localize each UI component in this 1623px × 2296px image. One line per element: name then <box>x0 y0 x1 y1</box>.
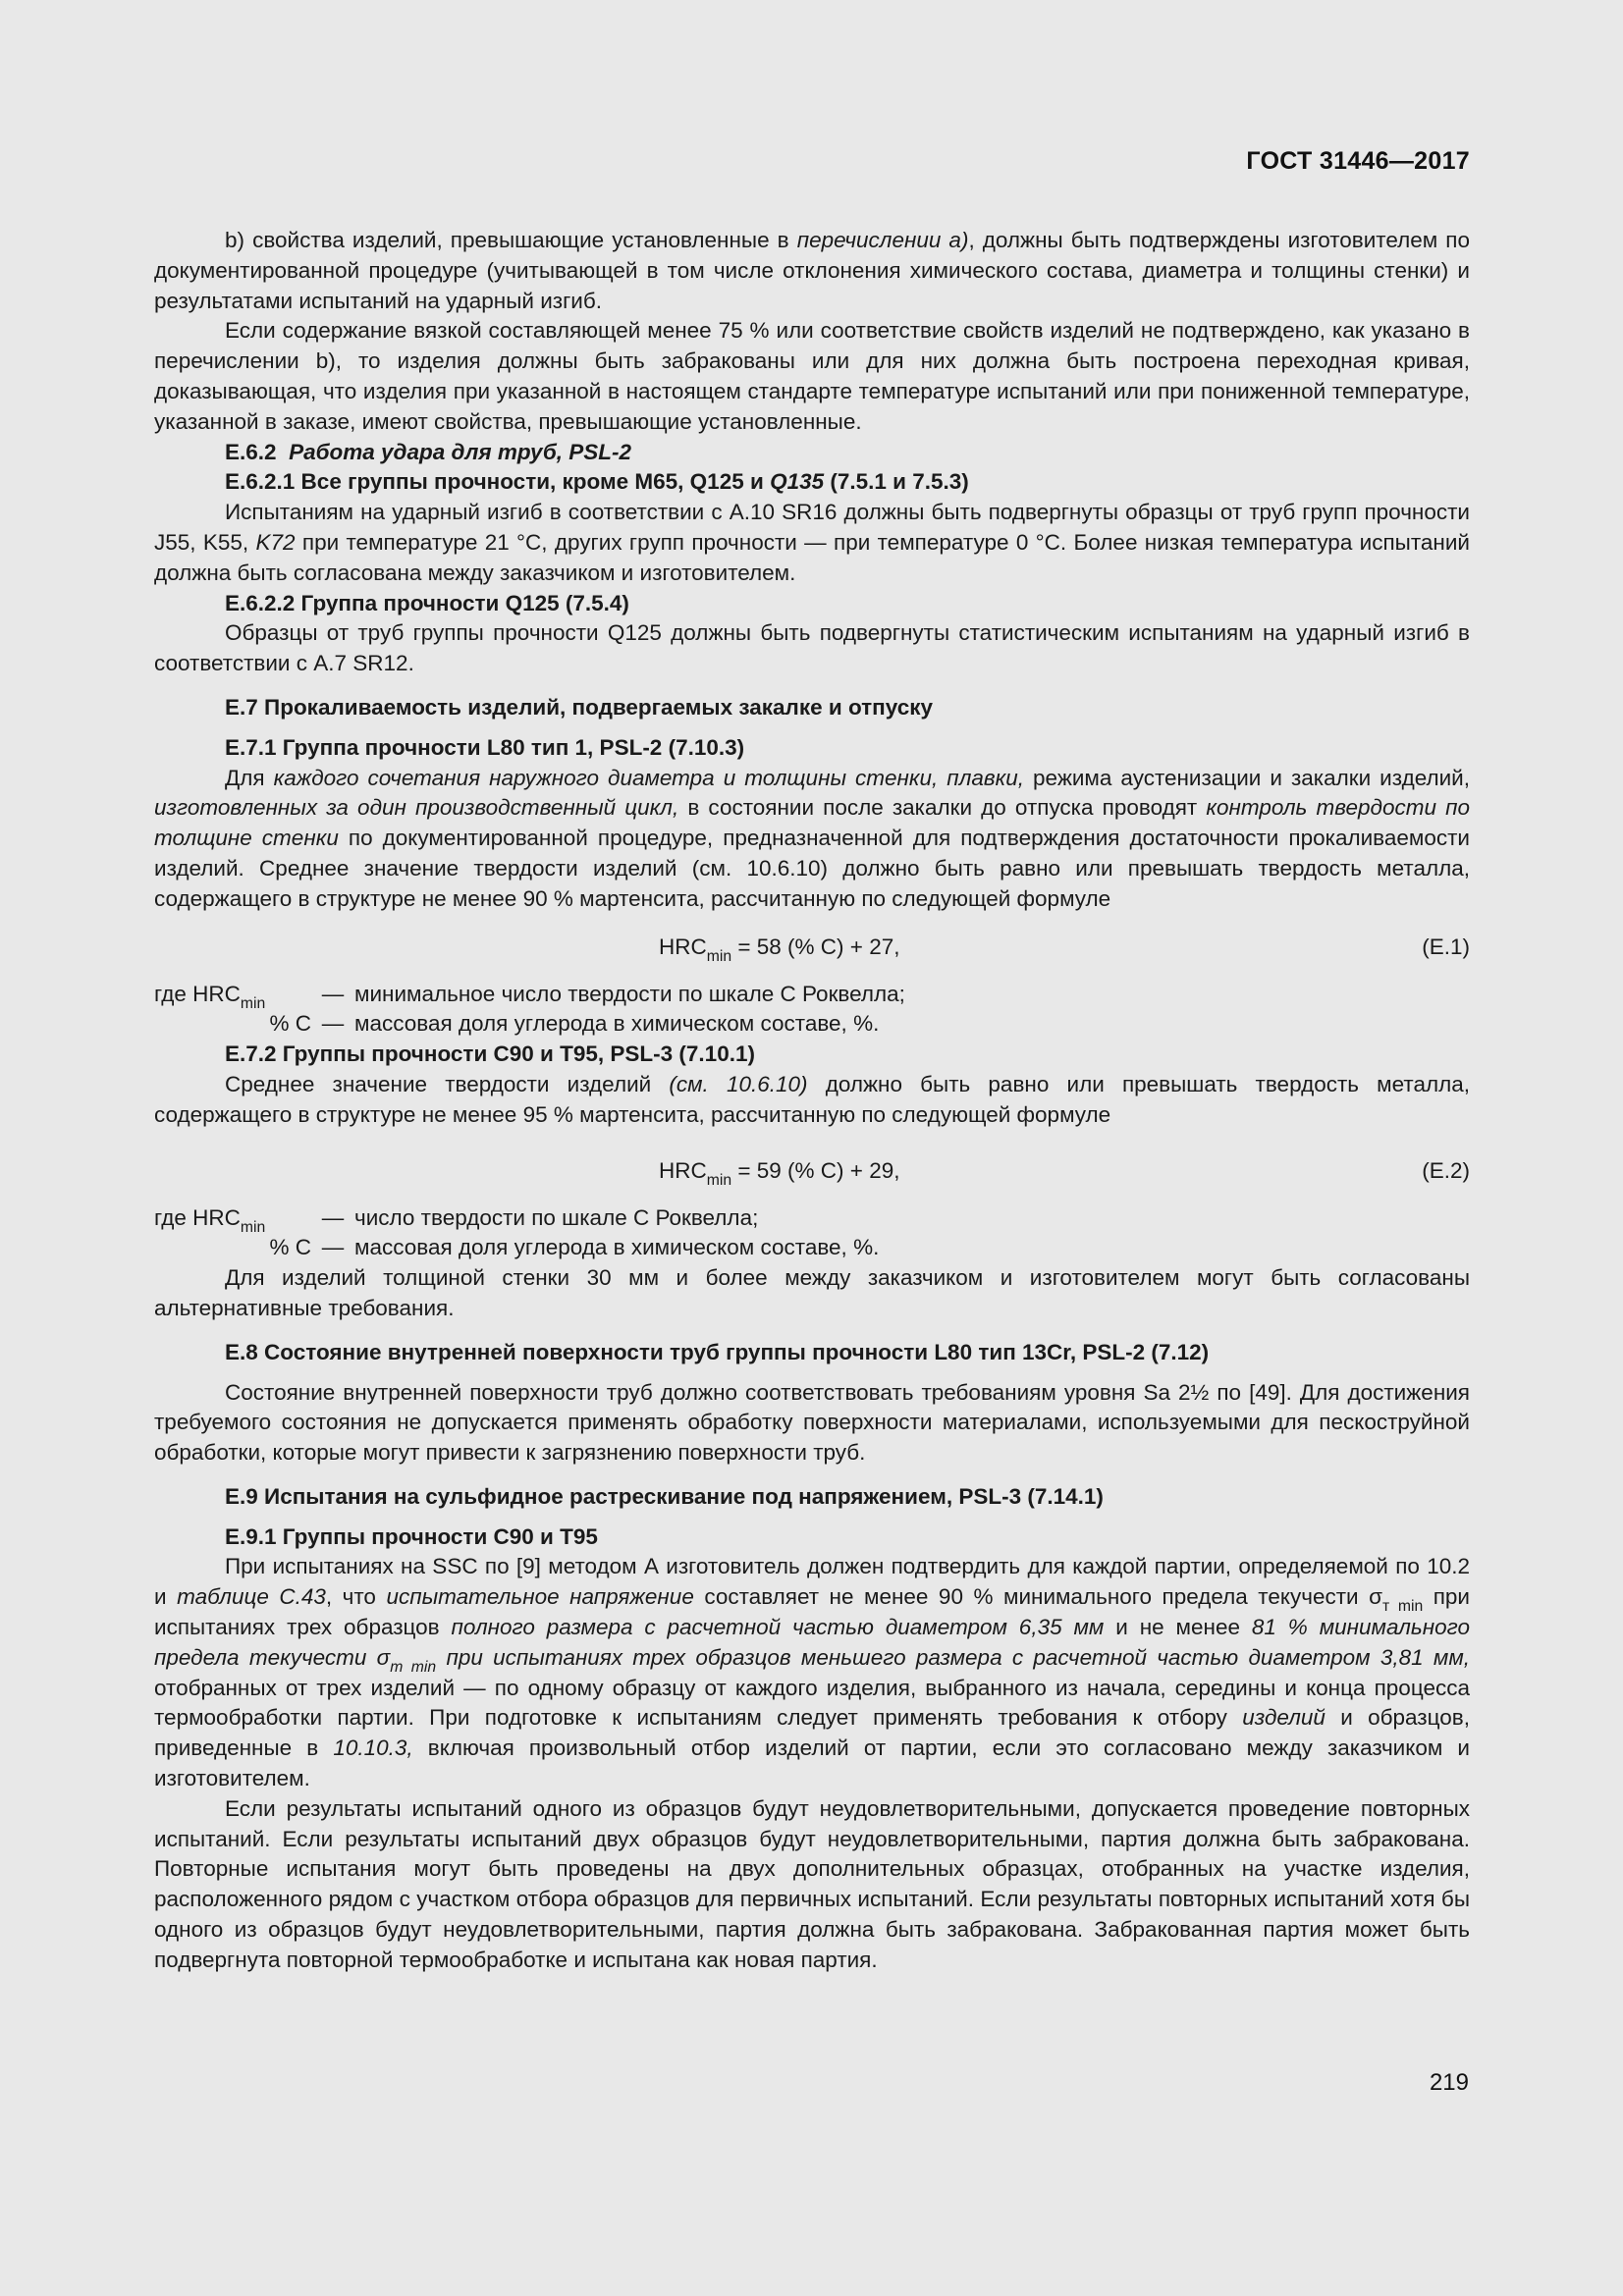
paragraph-b-item <box>154 226 1470 316</box>
text-run: отобранных от трех изделий — по одному образцу от каждого изделия, выбранного из начала, середины и конца процесса термообработки партии. При подготовке к испытаниям следует применять требования к отбору <box>154 1675 1470 1731</box>
italic-run: 10.10.3, <box>333 1735 413 1761</box>
where-row <box>154 1203 1470 1234</box>
text-run: режима аустенизации и закалки изделий, <box>1024 765 1470 790</box>
heading-number: Е.6.2 <box>225 439 277 464</box>
italic-run: 81 % минимального предела текучести σ <box>154 1615 1470 1670</box>
where-label <box>154 1203 311 1234</box>
text-run: , должны быть подтверждены изготовителем по документированной процедуре (учитывающей в том числе отклонения химического состава, диаметра и толщины стенки) и результатами испытаний на ударный изгиб. <box>154 228 1470 313</box>
text-run: где HRC <box>154 1204 241 1230</box>
paragraph-e621 <box>154 498 1470 588</box>
where-label: % С <box>269 1235 311 1260</box>
text-run: при испытаниях трех образцов <box>154 1584 1470 1640</box>
where-row <box>154 1009 1470 1040</box>
formula-rhs: = 59 (% C) + 29, <box>731 1157 900 1183</box>
heading-e72: Е.7.2 Группы прочности С90 и Т95, PSL-3 (7.10.1) <box>225 1041 755 1067</box>
italic-run: изготовленных за один производственный цикл, <box>154 795 679 821</box>
subscript: min <box>240 1218 266 1236</box>
heading-e621 <box>154 467 1470 498</box>
text-run: Е.6.2.1 Все группы прочности, кроме M65, Q125 и <box>225 469 771 495</box>
equation-number: (Е.1) <box>1422 934 1470 959</box>
formula-rhs: = 58 (% C) + 27, <box>731 934 900 959</box>
text-run: (7.5.1 и 7.5.3) <box>824 469 969 495</box>
text-run: составляет не менее 90 % минимального предела текучести σ <box>693 1584 1382 1610</box>
heading-e9: Е.9 Испытания на сульфидное растрескивание под напряжением, PSL-3 (7.14.1) <box>225 1483 1104 1509</box>
paragraph-e91 <box>154 1552 1470 1793</box>
text-run: Испытаниям на ударный изгиб в соответствии с А.10 SR16 должны быть подвергнуты образцы от труб групп прочности J55, K55, <box>154 500 1470 555</box>
dash: — <box>321 981 345 1006</box>
text-run: включая произвольный отбор изделий от партии, если это согласовано между заказчиком и изготовителем. <box>154 1735 1470 1791</box>
italic-ref: перечислении а) <box>796 228 969 252</box>
text-run: При испытаниях на SSC по [9] методом А изготовитель должен подтвердить для каждой партии, определяемой по 10.2 и <box>154 1554 1470 1610</box>
text-run: Для <box>225 765 274 790</box>
paragraph-e8: Состояние внутренней поверхности труб должно соответствовать требованиям уровня Sa 2½ по [49]. Для достижения требуемого состояния не допускается применять обработку поверхности материалами, используемыми для пескоструйной обработки, которые могут привести к загрязнению поверхности труб. <box>154 1379 1470 1466</box>
text-run: в состоянии после закалки до отпуска проводят <box>678 795 1207 821</box>
heading-e62 <box>154 438 1470 468</box>
text-run: при температуре 21 °С, других групп прочности — при температуре 0 °С. Более низкая температура испытаний должна быть согласована между заказчиком и изготовителем. <box>154 529 1470 585</box>
formula-lhs: HRC <box>659 934 707 959</box>
formula-subscript: min <box>706 947 732 965</box>
definition: массовая доля углерода в химическом составе, %. <box>354 1235 880 1260</box>
paragraph-e72 <box>154 1070 1470 1131</box>
formula-subscript: min <box>706 1171 732 1189</box>
subscript: т min <box>390 1658 437 1676</box>
heading-e8: Е.8 Состояние внутренней поверхности труб группы прочности L80 тип 13Cr, PSL-2 (7.12) <box>225 1339 1210 1364</box>
dash: — <box>321 1011 345 1037</box>
where-block-1 <box>154 980 1470 1041</box>
subscript: т min <box>1381 1598 1424 1616</box>
paragraph-e71 <box>154 764 1470 915</box>
definition: число твердости по шкале С Роквелла; <box>354 1204 759 1230</box>
paragraph-wall: Для изделий толщиной стенки 30 мм и более между заказчиком и изготовителем могут быть согласованы альтернативные требования. <box>154 1265 1470 1320</box>
formula-e1 <box>154 933 1470 966</box>
heading-e622: Е.6.2.2 Группа прочности Q125 (7.5.4) <box>225 590 629 615</box>
where-row <box>154 1233 1470 1263</box>
text-run: по документированной процедуре, предназначенной для подтверждения достаточности прокаливаемости изделий. Среднее значение твердости изделий (см. 10.6.10) должно быть равно или превышать твердость металла, содержащего в структуре не менее 90 % мартенсита, рассчитанную по следующей формуле <box>154 826 1470 911</box>
subscript: min <box>240 994 266 1012</box>
definition: массовая доля углерода в химическом составе, %. <box>354 1011 880 1037</box>
heading-title: Работа удара для труб, PSL-2 <box>289 439 632 464</box>
text-run: и образцов, приведенные в <box>154 1705 1470 1761</box>
where-row <box>154 980 1470 1010</box>
italic-run: изделий <box>1242 1705 1325 1731</box>
where-block-2 <box>154 1203 1470 1264</box>
paragraph-viscous: Если содержание вязкой составляющей менее 75 % или соответствие свойств изделий не подтверждено, как указано в перечислении b), то изделия должны быть забракованы или для них должна быть построена переходная кривая, доказывающая, что изделия при указанной в настоящем стандарте температуре испытаний или при пониженной температуре, указанной в заказе, имеют свойства, превышающие установленные. <box>154 318 1470 434</box>
standard-header: ГОСТ 31446—2017 <box>1246 147 1470 175</box>
italic-run: контроль твердости по толщине стенки <box>154 795 1470 851</box>
equation-number: (Е.2) <box>1422 1157 1470 1183</box>
text-run: где HRC <box>154 981 241 1006</box>
formula-e2 <box>154 1156 1470 1190</box>
formula-expression <box>659 933 899 963</box>
italic-run: испытательное напряжение <box>386 1584 694 1610</box>
heading-e91: Е.9.1 Группы прочности С90 и Т95 <box>225 1523 598 1549</box>
heading-e7: Е.7 Прокаливаемость изделий, подвергаемых закалке и отпуску <box>225 694 933 720</box>
italic-run: Q135 <box>770 469 825 495</box>
text-run: должно быть равно или превышать твердость металла, содержащего в структуре не менее 95 % мартенсита, рассчитанную по следующей формуле <box>154 1071 1470 1127</box>
italic-run: (см. 10.6.10) <box>669 1071 808 1096</box>
heading-e71: Е.7.1 Группа прочности L80 тип 1, PSL-2 (7.10.3) <box>225 734 745 760</box>
italic-run: при испытаниях трех образцов меньшего размера с расчетной частью диаметром 3,81 мм, <box>436 1644 1470 1670</box>
page-body <box>154 226 1470 1976</box>
where-label: % С <box>269 1011 311 1037</box>
page-number: 219 <box>1429 2069 1469 2096</box>
text-run: Среднее значение твердости изделий <box>225 1071 670 1096</box>
formula-lhs: HRC <box>659 1157 707 1183</box>
paragraph-retest: Если результаты испытаний одного из образцов будут неудовлетворительными, допускается проведение повторных испытаний. Если результаты испытаний двух образцов будут неудовлетворительными, партия должна быть забракована. Повторные испытания могут быть проведены на двух дополнительных образцах, отобранных на участке изделия, расположенного рядом с участком отбора образцов для первичных испытаний. Если результаты повторных испытаний хотя бы одного из образцов будут неудовлетворительными, партия должна быть забракована. Забракованная партия может быть подвергнута повторной термообработке и испытана как новая партия. <box>154 1795 1470 1972</box>
where-label <box>154 980 311 1010</box>
italic-run: K72 <box>255 529 296 555</box>
italic-run: полного размера с расчетной частью диаметром 6,35 мм <box>451 1615 1105 1640</box>
italic-run: таблице С.43 <box>177 1584 326 1610</box>
text-run: и не менее <box>1104 1615 1252 1640</box>
dash: — <box>321 1204 345 1230</box>
text-run: , что <box>325 1584 387 1610</box>
italic-run: каждого сочетания наружного диаметра и толщины стенки, плавки, <box>273 765 1025 790</box>
dash: — <box>321 1235 345 1260</box>
paragraph-e622: Образцы от труб группы прочности Q125 должны быть подвергнуты статистическим испытаниям на ударный изгиб в соответствии с А.7 SR12. <box>154 620 1470 676</box>
definition: минимальное число твердости по шкале С Роквелла; <box>354 981 905 1006</box>
formula-expression <box>659 1156 899 1187</box>
text-run: b) свойства изделий, превышающие установленные в <box>225 228 797 252</box>
